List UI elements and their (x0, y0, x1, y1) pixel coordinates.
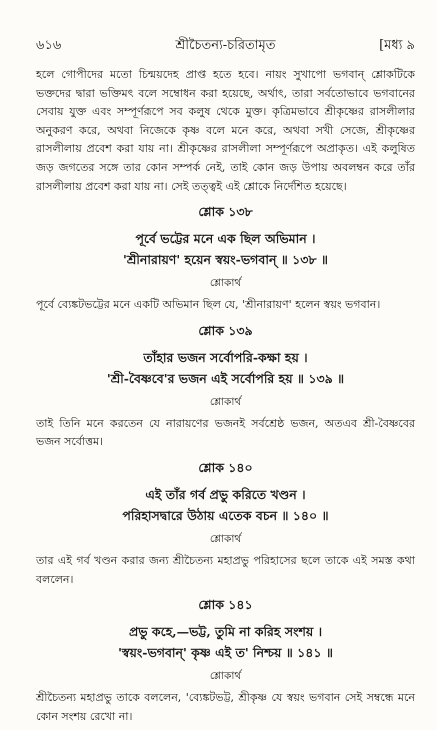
verse-block (36, 228, 415, 270)
verse-block (36, 347, 415, 389)
translation-label: শ্লোকার্থ (209, 532, 242, 545)
page-number: ৬১৬ (36, 38, 62, 53)
translation-label: শ্লোকার্থ (209, 395, 242, 408)
purport-paragraph: হলে গোপীদের মতো চিন্ময়দেহ প্রাপ্ত হতে হবে। নায়ং সুখাপো ভগবান্ শ্লোকটিকে ভক্তদের দ্বারা ভক্তিমৎ বলে সম্বোধন করা হয়েছে, অর্থাৎ, তারা সর্বতোভাবে ভগবানের সেবায় যুক্ত এবং সম্পূর্ণরূপে সব কলুষ থেকে মুক্ত। কৃত্রিমভাবে শ্রীকৃষ্ণের রাসলীলার অনুকরণ করে, অথবা নিজেকে কৃষ্ণ বলে মনে করে, অথবা সখী সেজে, শ্রীকৃষ্ণের রাসলীলায় প্রবেশ করা যায় না। শ্রীকৃষ্ণের রাসলীলা সম্পূর্ণরূপে অপ্রাকৃত। এই কলুষিত জড় জগতের সঙ্গে তার কোন সম্পর্ক নেই, তাই কোন জড় উপায় অবলম্বন করে তাঁর রাসলীলায় প্রবেশ করা যায় না। সেই তত্ত্বই এই শ্লোকে নির্দেশিত হয়েছে। (36, 68, 415, 193)
verse-line: 'শ্রীনারায়ণ' হয়েন স্বয়ং-ভগবান্ ॥ ১৩৮ ॥ (123, 252, 328, 268)
verse-line: 'স্বয়ং-ভগবান্' কৃষ্ণ এই ত' নিশ্চয় ॥ ১৪১ ॥ (118, 645, 333, 661)
verse-line: 'শ্রী-বৈষ্ণবে'র ভজন এই সর্বোপরি হয় ॥ ১৩৯ ॥ (106, 370, 345, 386)
verse-line: পূর্বে ভট্টের মনে এক ছিল অভিমান । (135, 231, 316, 247)
translation-label: শ্লোকার্থ (209, 277, 242, 290)
verse-line: প্রভু কহে,—ভট্ট, তুমি না করিহ সংশয় । (128, 624, 323, 640)
verse-line: তাঁহার ভজন সর্বোপরি-কক্ষা হয় । (143, 349, 308, 365)
translation-label: শ্লোকার্থ (209, 670, 242, 683)
sloka-label: শ্লোক ১৪১ (198, 597, 253, 613)
verse-block (36, 621, 415, 663)
sloka-label: শ্লোক ১৩৮ (198, 204, 253, 220)
page-header (36, 36, 415, 56)
sloka-section-141 (36, 597, 415, 726)
sloka-section-138 (36, 204, 415, 315)
sloka-label: শ্লোক ১৩৯ (198, 322, 253, 338)
sloka-label: শ্লোক ১৪০ (198, 459, 253, 475)
book-title: শ্রীচৈতন্য-চরিতামৃত (175, 38, 276, 53)
translation-text: শ্রীচৈতন্য মহাপ্রভু তাকে বললেন, 'ব্যেঙ্কটভট্ট, শ্রীকৃষ্ণ যে স্বয়ং ভগবান সেই সম্বন্ধে মনে কোন সংশয় রেখো না। (36, 691, 415, 723)
verse-line: পরিহাসদ্বারে উঠায় এতেক বচন ॥ ১৪০ ॥ (122, 507, 329, 523)
translation-text: পূর্বে ব্যেঙ্কটভট্টের মনে একটি অভিমান ছিল যে, 'শ্রীনারায়ণ' হলেন স্বয়ং ভগবান। (36, 298, 381, 312)
verse-block (36, 484, 415, 526)
translation-text: তাই তিনি মনে করতেন যে নারায়ণের ভজনই সর্বশ্রেষ্ঠ ভজন, অতএব শ্রী-বৈষ্ণবের ভজন সর্বোত্তম। (36, 416, 415, 449)
sloka-section-139 (36, 323, 415, 452)
chapter-reference: [মধ্য ৯ (379, 38, 415, 53)
sloka-section-140 (36, 460, 415, 589)
page-body (36, 66, 415, 730)
translation-text: তার এই গর্ব খণ্ডন করার জন্য শ্রীচৈতন্য মহাপ্রভু পরিহাসের ছলে তাকে এই সমস্ত কথা বললেন। (36, 553, 415, 586)
verse-line: এই তাঁর গর্ব প্রভু করিতে খণ্ডন । (145, 486, 306, 502)
